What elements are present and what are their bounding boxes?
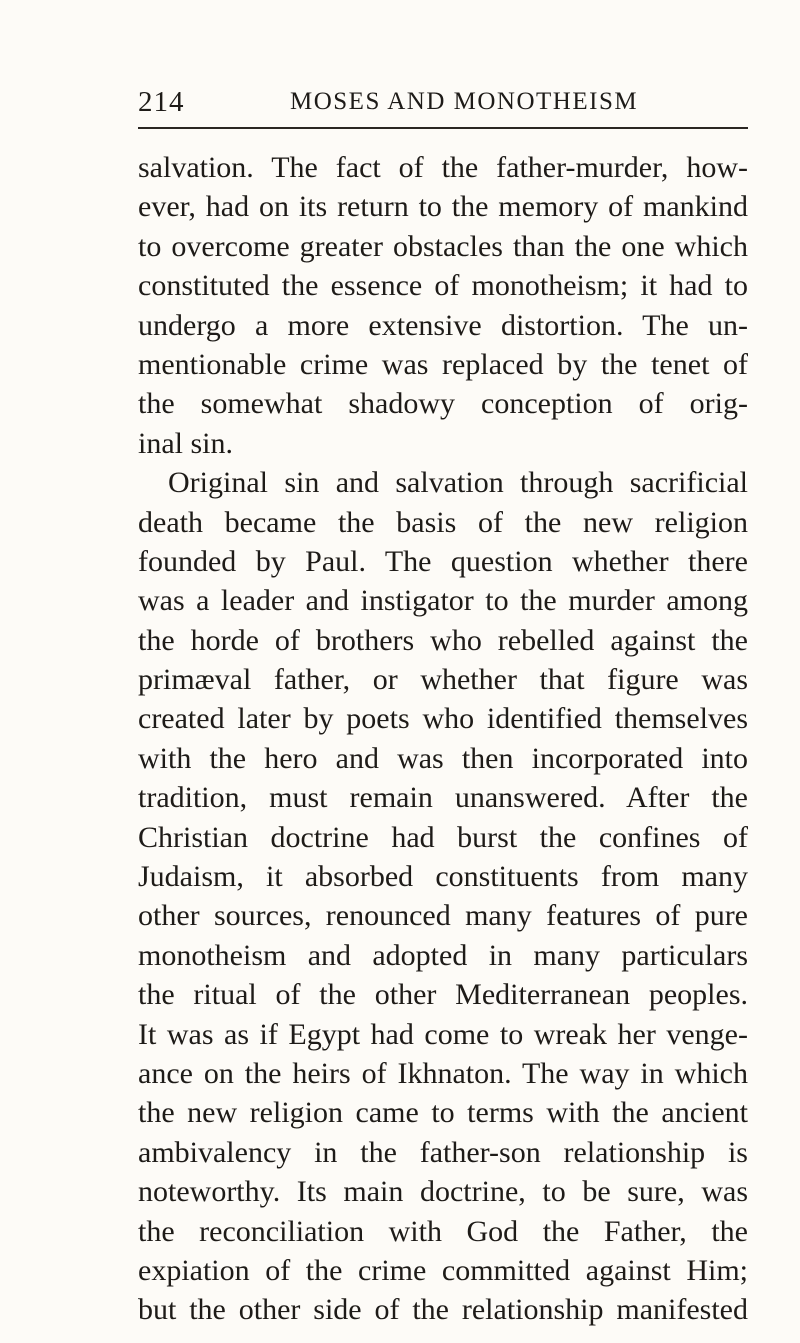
text-line: ever, had on its return to the memory of mankind (138, 190, 748, 224)
text-line: inal sin. (138, 426, 233, 460)
body-text (138, 148, 748, 1330)
text-line: ambivalency in the father-son relationship is (138, 1135, 748, 1169)
text-line: Judaism, it absorbed constituents from many (138, 860, 748, 894)
text-line: was a leader and instigator to the murder among (138, 584, 748, 618)
text-line: Christian doctrine had burst the confines of (138, 820, 748, 854)
text-line: expiation of the crime committed against Him; (138, 1253, 748, 1287)
text-line: created later by poets who identified themselves (138, 702, 748, 736)
page-number: 214 (138, 86, 185, 118)
text-line: monotheism and adopted in many particulars (138, 938, 748, 972)
text-line: the ritual of the other Mediterranean peoples. (138, 978, 748, 1012)
running-head (138, 86, 748, 126)
text-line: Original sin and salvation through sacrificial (168, 466, 748, 500)
text-line: but the other side of the relationship manifested (138, 1293, 748, 1327)
text-line: the somewhat shadowy conception of orig- (138, 387, 748, 421)
text-line: other sources, renounced many features of pure (138, 899, 748, 933)
text-line: tradition, must remain unanswered. After the (138, 781, 748, 815)
text-line: with the hero and was then incorporated into (138, 741, 748, 775)
text-line: noteworthy. Its main doctrine, to be sure, was (138, 1175, 748, 1209)
text-line: founded by Paul. The question whether there (138, 544, 748, 578)
text-line: the reconciliation with God the Father, the (138, 1214, 748, 1248)
text-line: the horde of brothers who rebelled against the (138, 623, 748, 657)
text-line: mentionable crime was replaced by the tenet of (138, 347, 748, 381)
text-line: primæval father, or whether that figure was (138, 663, 748, 697)
text-line: the new religion came to terms with the ancient (138, 1096, 748, 1130)
text-line: to overcome greater obstacles than the one which (138, 229, 748, 263)
running-title: MOSES AND MONOTHEISM (290, 88, 639, 115)
text-line: undergo a more extensive distortion. The un- (138, 308, 748, 342)
text-line: salvation. The fact of the father-murder, how- (138, 151, 748, 184)
header-rule (138, 127, 748, 129)
text-line: ance on the heirs of Ikhnaton. The way in which (138, 1056, 748, 1090)
text-line: It was as if Egypt had come to wreak her venge- (138, 1017, 748, 1051)
text-line: death became the basis of the new religion (138, 505, 748, 539)
text-line: constituted the essence of monotheism; it had to (138, 269, 748, 303)
